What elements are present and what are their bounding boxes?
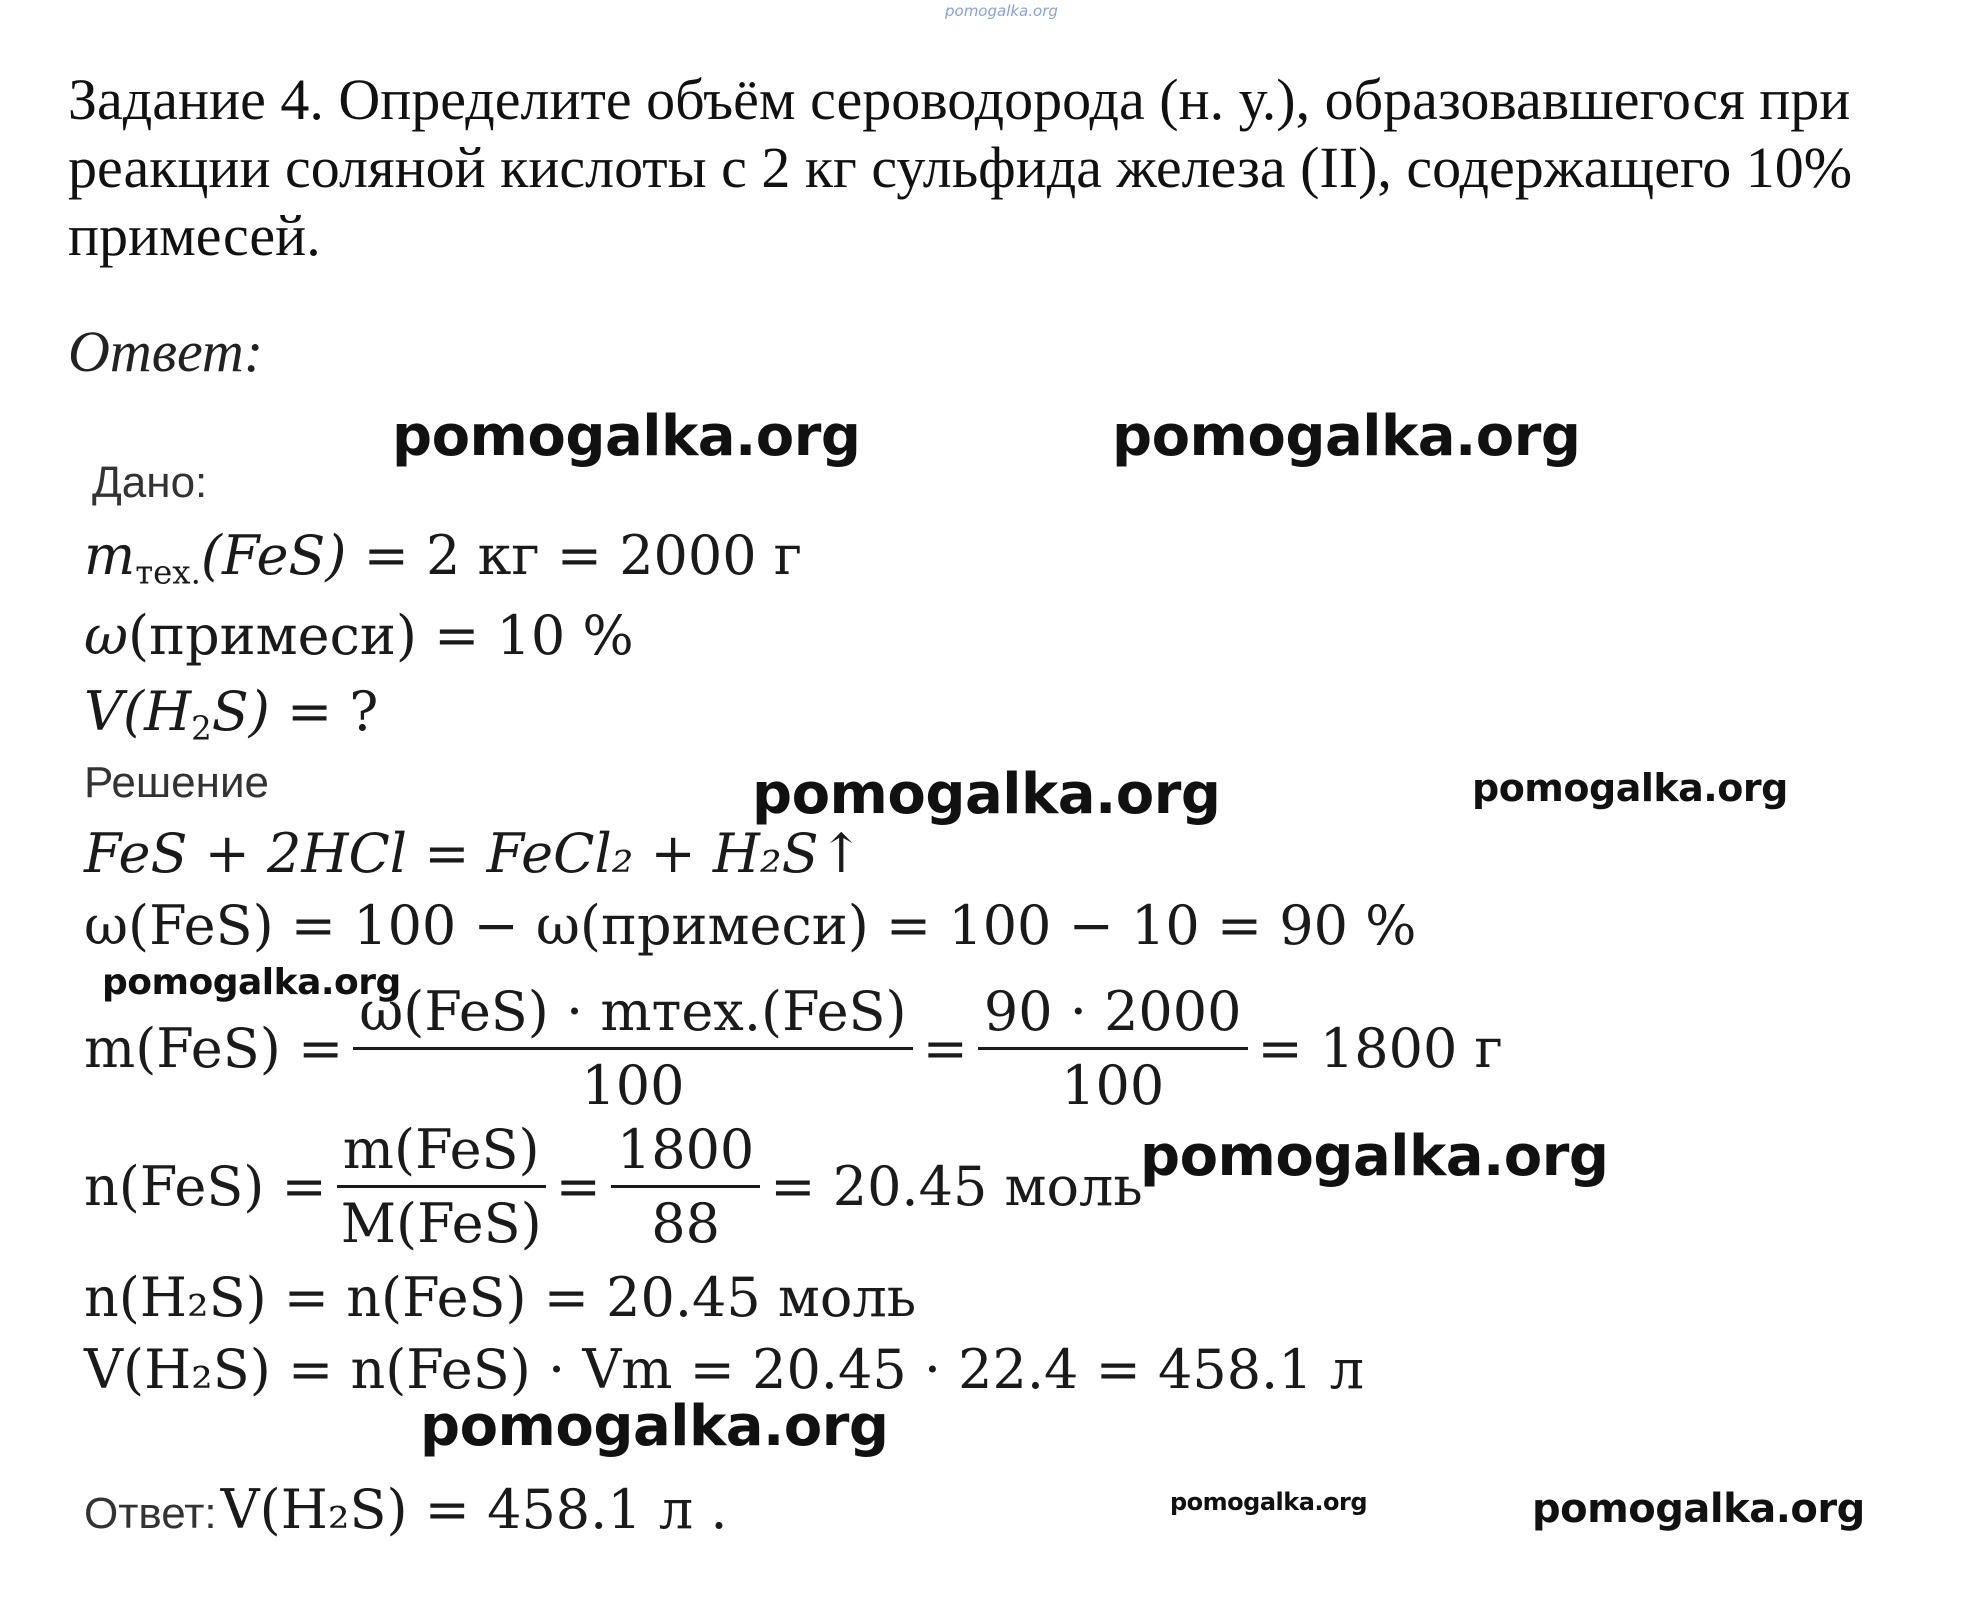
final-answer-value: V(H₂S) = 458.1 л . bbox=[220, 1478, 728, 1541]
reaction-equation: FeS + 2HCl = FeCl₂ + H₂S↑ bbox=[84, 822, 864, 885]
final-answer bbox=[84, 1478, 728, 1541]
watermark-top: pomogalka.org bbox=[945, 2, 1058, 20]
n-h2s-line: n(H₂S) = n(FeS) = 20.45 моль bbox=[84, 1266, 917, 1329]
solution-label: Решение bbox=[84, 758, 270, 807]
omega-symbol: ω bbox=[84, 604, 129, 667]
watermark: pomogalka.org bbox=[420, 1394, 889, 1459]
watermark: pomogalka.org bbox=[102, 962, 401, 1003]
mass-arg: (FeS) bbox=[200, 524, 347, 587]
watermark: pomogalka.org bbox=[1112, 404, 1581, 469]
volume-subscript: 2 bbox=[191, 709, 212, 748]
watermark: pomogalka.org bbox=[1140, 1124, 1609, 1189]
m-fes-frac1-numerator: ω(FeS) · mтех.(FeS) bbox=[353, 980, 912, 1050]
n-fes-result: = 20.45 моль bbox=[770, 1155, 1143, 1218]
n-fes-frac1-numerator: m(FeS) bbox=[337, 1118, 546, 1188]
given-volume bbox=[84, 680, 379, 748]
final-answer-label: Ответ: bbox=[84, 1489, 217, 1538]
n-fes-lhs: n(FeS) = bbox=[84, 1155, 327, 1218]
watermark: pomogalka.org bbox=[1472, 766, 1788, 810]
given-label: Дано: bbox=[92, 458, 208, 507]
task-line-3: примесей. bbox=[68, 203, 321, 268]
volume-unknown: = ? bbox=[269, 680, 379, 743]
n-fes-fraction-2 bbox=[611, 1118, 760, 1255]
mass-symbol: m bbox=[84, 524, 136, 587]
m-fes-frac2-numerator: 90 · 2000 bbox=[978, 980, 1248, 1050]
watermark: pomogalka.org bbox=[392, 404, 861, 469]
n-fes-equals: = bbox=[555, 1155, 601, 1218]
volume-arg-post: S) bbox=[211, 680, 270, 743]
impurity-value: (примеси) = 10 % bbox=[128, 604, 634, 667]
m-fes-fraction-1 bbox=[353, 980, 912, 1117]
watermark: pomogalka.org bbox=[1170, 1488, 1368, 1516]
v-h2s-line: V(H₂S) = n(FeS) · Vm = 20.45 · 22.4 = 458.1 л bbox=[84, 1338, 1365, 1401]
omega-fes-line: ω(FeS) = 100 − ω(примеси) = 100 − 10 = 90 % bbox=[84, 894, 1417, 957]
m-fes-equals: = bbox=[922, 1017, 968, 1080]
n-fes-frac1-denominator: M(FeS) bbox=[340, 1192, 542, 1255]
m-fes-frac1-denominator: 100 bbox=[581, 1054, 685, 1117]
m-fes-fraction-2 bbox=[978, 980, 1248, 1117]
mass-value: = 2 кг = 2000 г bbox=[346, 524, 803, 587]
watermark: pomogalka.org bbox=[752, 762, 1221, 827]
task-line-1: Задание 4. Определите объём сероводорода (н. у.), образовавшегося при bbox=[68, 67, 1851, 132]
n-fes-frac2-denominator: 88 bbox=[651, 1192, 720, 1255]
n-fes-fraction-1 bbox=[337, 1118, 546, 1255]
answer-heading: Ответ: bbox=[68, 319, 264, 384]
given-mass bbox=[84, 524, 803, 592]
given-impurity bbox=[84, 604, 634, 667]
task-text bbox=[68, 66, 1928, 270]
volume-symbol: V bbox=[84, 680, 123, 743]
m-fes-result: = 1800 г bbox=[1257, 1017, 1503, 1080]
watermark: pomogalka.org bbox=[1532, 1486, 1865, 1532]
m-fes-lhs: m(FeS) = bbox=[84, 1017, 344, 1080]
volume-arg-pre: (H bbox=[123, 680, 192, 743]
n-fes-frac2-numerator: 1800 bbox=[611, 1118, 760, 1188]
mass-subscript: тех. bbox=[135, 553, 201, 592]
task-line-2: реакции соляной кислоты с 2 кг сульфида железа (II), содержащего 10% bbox=[68, 135, 1853, 200]
m-fes-frac2-denominator: 100 bbox=[1061, 1054, 1165, 1117]
n-fes-line bbox=[84, 1118, 1143, 1255]
